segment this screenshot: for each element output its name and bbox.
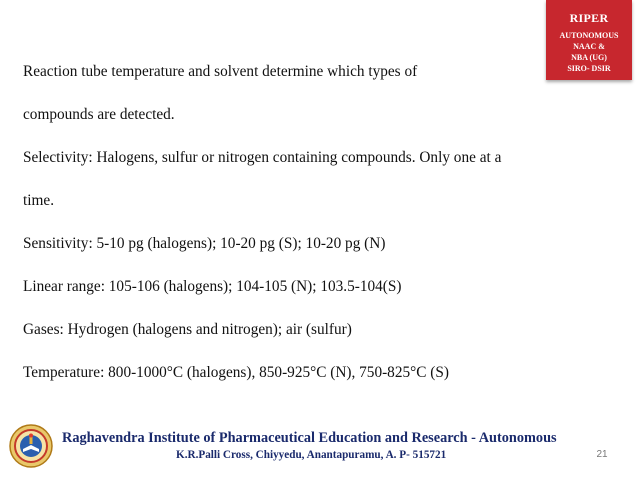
footer-address: K.R.Palli Cross, Chiyyedu, Anantapuramu, A. P- 515721 [176,449,447,461]
badge-line-siro: SIRO- DSIR [567,64,611,73]
badge-title: RIPER [569,11,609,25]
body-line-8: Temperature: 800-1000°C (halogens), 850-925°C (N), 750-825°C (S) [23,364,449,381]
accreditation-badge [546,0,632,80]
institute-logo-icon [9,424,53,468]
body-line-5: Sensitivity: 5-10 pg (halogens); 10-20 pg (S); 10-20 pg (N) [23,235,386,252]
body-line-7: Gases: Hydrogen (halogens and nitrogen); air (sulfur) [23,321,352,338]
page-number: 21 [596,449,608,460]
badge-line-autonomous: AUTONOMOUS [559,31,619,40]
body-line-4: time. [23,192,55,209]
body-line-6: Linear range: 105-106 (halogens); 104-105 (N); 103.5-104(S) [23,278,402,295]
badge-line-naac: NAAC & [573,42,605,51]
body-line-2: compounds are detected. [23,106,175,123]
body-line-1: Reaction tube temperature and solvent determine which types of [23,63,418,80]
footer-institute-name: Raghavendra Institute of Pharmaceutical Education and Research - Autonomous [62,430,557,446]
badge-line-nba: NBA (UG) [571,53,607,62]
body-line-3: Selectivity: Halogens, sulfur or nitrogen containing compounds. Only one at a [23,149,502,166]
